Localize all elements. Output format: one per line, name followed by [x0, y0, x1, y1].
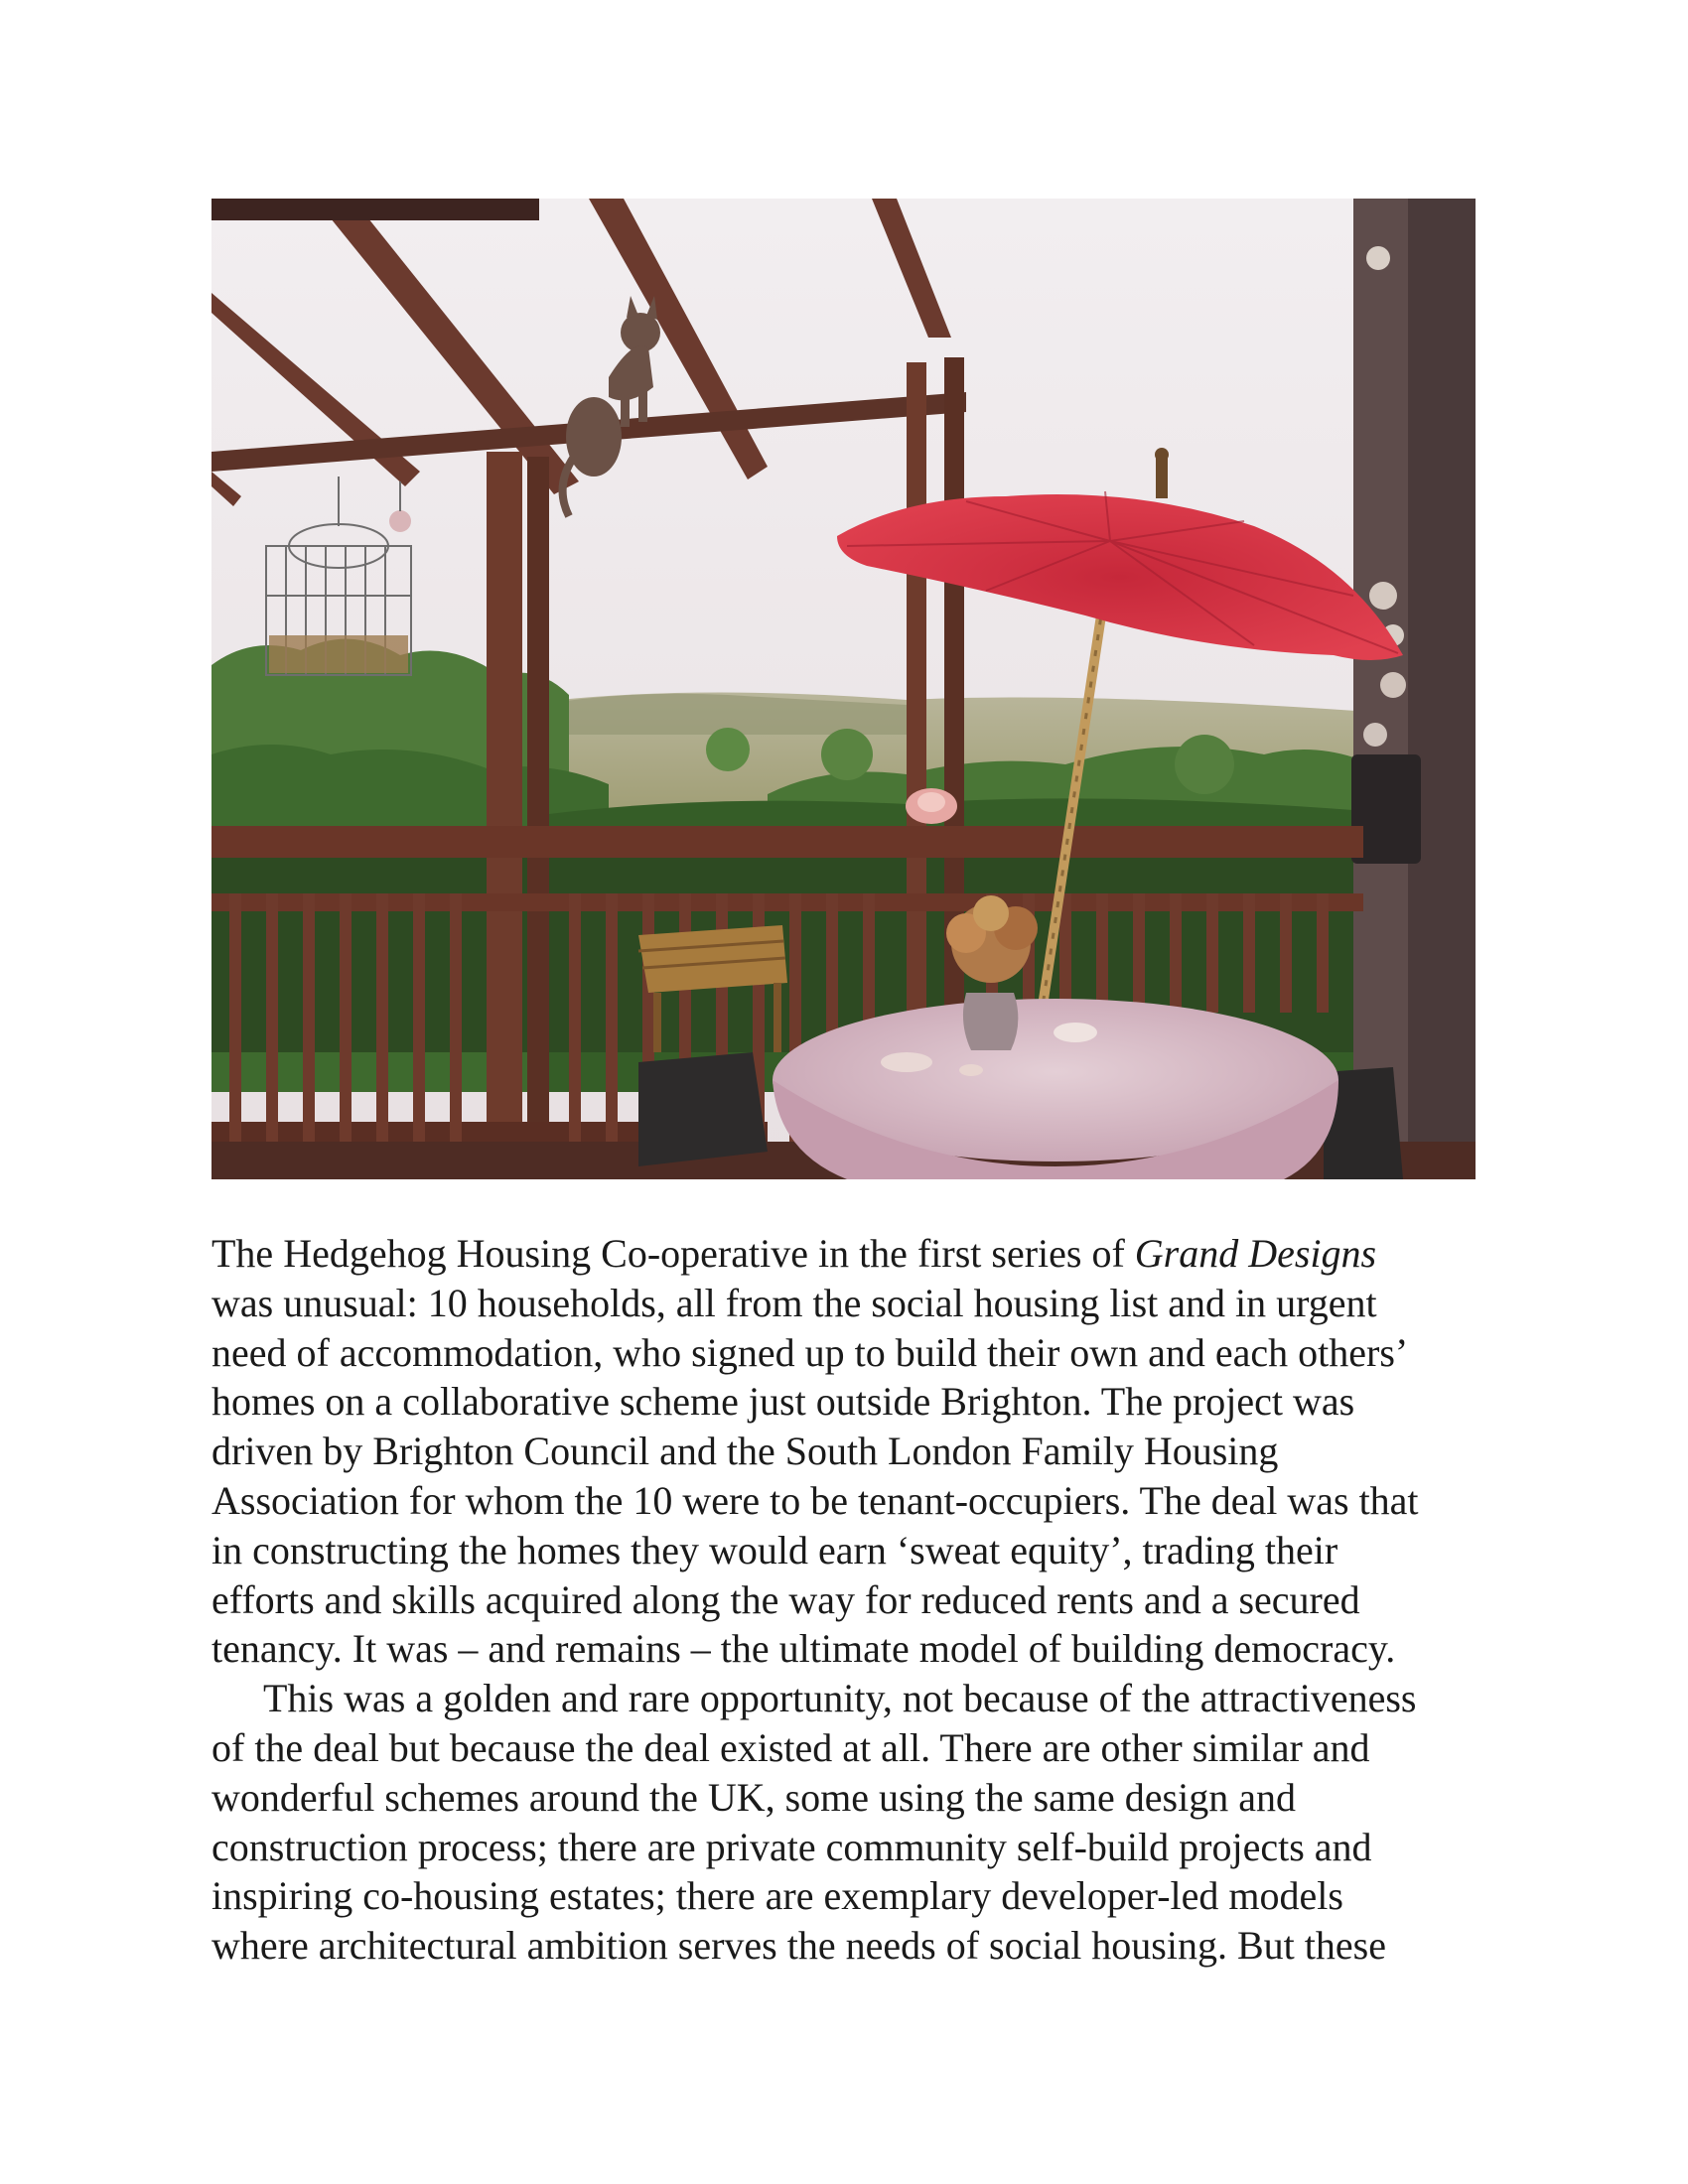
text-line: inspiring co-housing estates; there are exemplary developer-led models [211, 1873, 1343, 1919]
text-line: Association for whom the 10 were to be tenant-occupiers. The deal was that [211, 1477, 1419, 1523]
text-line: wonderful schemes around the UK, some using the same design and [211, 1774, 1296, 1820]
show-title: Grand Designs [1134, 1231, 1377, 1276]
text-line: of the deal but because the deal existed at all. There are other similar and [211, 1724, 1370, 1770]
text-line: in constructing the homes they would earn ‘sweat equity’, trading their [211, 1527, 1338, 1572]
text-line: was unusual: 10 households, all from the social housing list and in urgent [211, 1280, 1377, 1325]
paragraph-1 [211, 1229, 1492, 1674]
article-body [211, 1229, 1492, 1971]
text-line: construction process; there are private community self-build projects and [211, 1824, 1372, 1869]
text-line: This was a golden and rare opportunity, not because of the attractiveness [263, 1676, 1417, 1721]
text-line: efforts and skills acquired along the way for reduced rents and a secured [211, 1576, 1360, 1622]
text-line: homes on a collaborative scheme just outside Brighton. The project was [211, 1379, 1355, 1425]
text-line: The Hedgehog Housing Co-operative in the first series of Grand Designs [211, 1231, 1377, 1276]
balcony-photo [211, 199, 1476, 1179]
text-line: where architectural ambition serves the needs of social housing. But these [211, 1923, 1386, 1969]
text-line: driven by Brighton Council and the South London Family Housing [211, 1429, 1279, 1474]
text-line: tenancy. It was – and remains – the ultimate model of building democracy. [211, 1626, 1396, 1672]
paragraph-2 [211, 1674, 1492, 1971]
text-line: need of accommodation, who signed up to build their own and each others’ [211, 1329, 1409, 1375]
